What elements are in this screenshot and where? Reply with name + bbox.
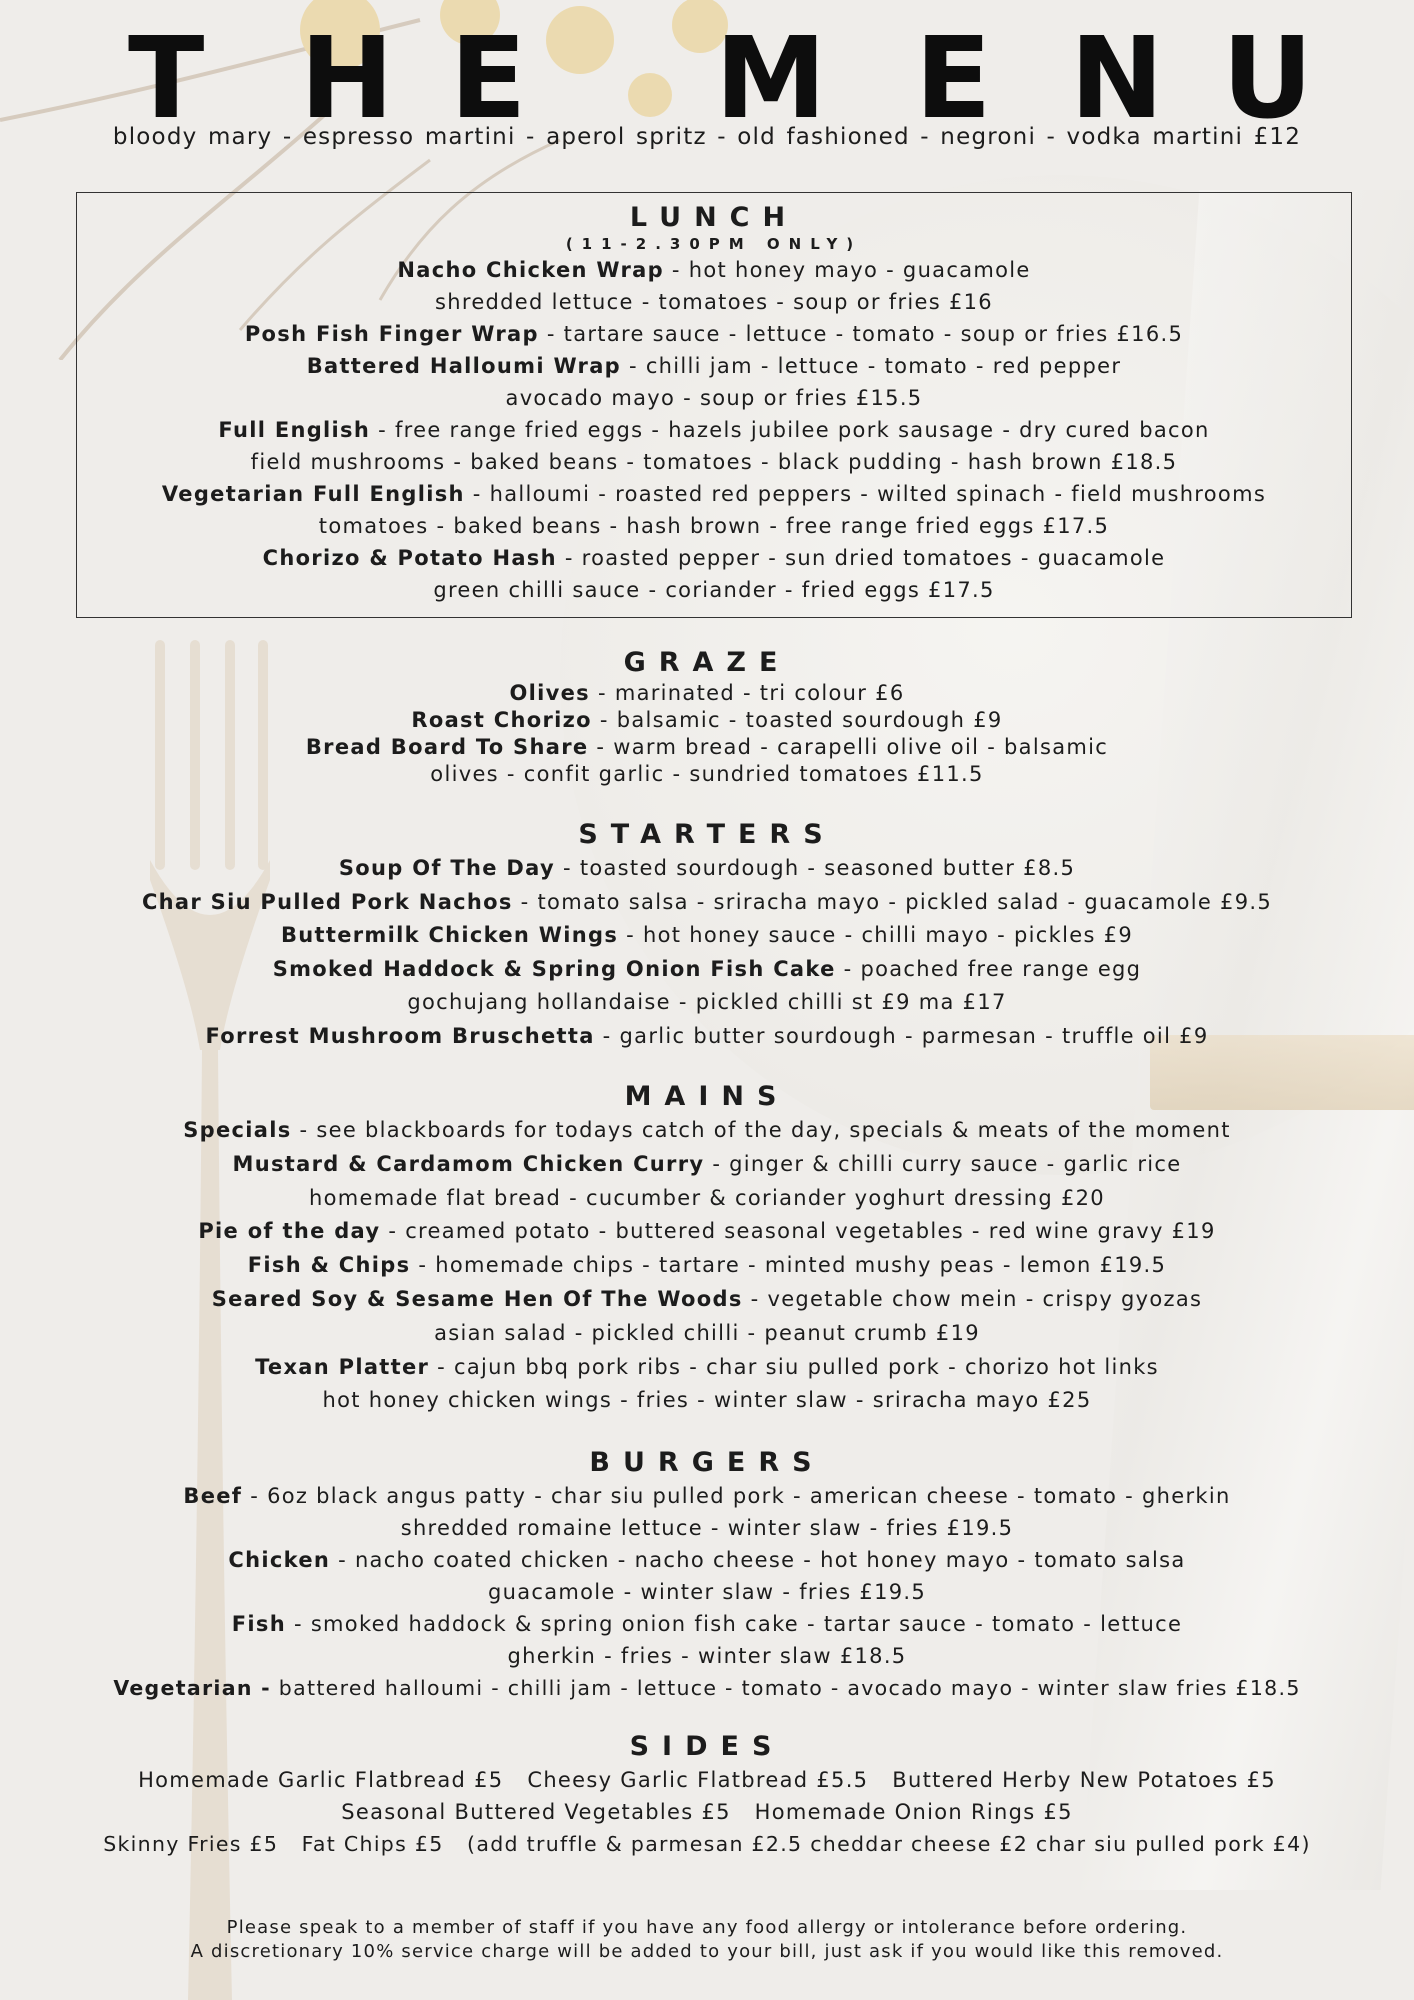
sides-section xyxy=(0,1730,1414,1860)
burgers-heading: BURGERS xyxy=(589,1447,825,1478)
mains-heading: MAINS xyxy=(624,1081,790,1112)
item-name: Vegetarian Full English xyxy=(161,482,465,506)
item-description: - creamed potato - buttered seasonal vegetables - red wine gravy £19 xyxy=(380,1219,1216,1244)
menu-line xyxy=(0,953,1414,987)
starters-section xyxy=(0,818,1414,1053)
allergy-notice: Please speak to a member of staff if you have any food allergy or intolerance before ordering. xyxy=(226,1917,1188,1938)
menu-line xyxy=(77,382,1351,414)
menu-line xyxy=(0,707,1414,734)
item-name: Vegetarian - xyxy=(113,1676,271,1700)
menu-line xyxy=(0,1351,1414,1385)
menu-line xyxy=(0,1640,1414,1672)
lunch-hours: (11-2.30PM ONLY) xyxy=(565,235,863,253)
item-description: - poached free range egg xyxy=(835,956,1142,981)
item-description: battered halloumi - chilli jam - lettuce - tomato - avocado mayo - winter slaw fries £18.5 xyxy=(270,1676,1301,1700)
item-description: Homemade Garlic Flatbread £5 Cheesy Garlic Flatbread £5.5 Buttered Herby New Potatoes £5 xyxy=(138,1768,1276,1792)
menu-line xyxy=(0,1796,1414,1828)
menu-line xyxy=(77,318,1351,350)
title-letter: T xyxy=(128,14,205,144)
item-name: Nacho Chicken Wrap xyxy=(397,258,664,282)
menu-line xyxy=(0,886,1414,920)
title-letter: N xyxy=(1070,14,1164,144)
item-description: field mushrooms - baked beans - tomatoes - black pudding - hash brown £18.5 xyxy=(250,450,1178,474)
item-name: Fish & Chips xyxy=(247,1253,411,1278)
item-name: Soup Of The Day xyxy=(338,856,555,880)
item-description: Skinny Fries £5 Fat Chips £5 (add truffle & parmesan £2.5 cheddar cheese £2 char siu pulled pork £4) xyxy=(103,1832,1311,1856)
item-description: - chilli jam - lettuce - tomato - red pepper xyxy=(621,354,1122,378)
item-name: Fish xyxy=(231,1612,286,1636)
item-description: - toasted sourdough - seasoned butter £8.5 xyxy=(554,856,1076,880)
menu-line xyxy=(0,1576,1414,1608)
graze-section xyxy=(0,646,1414,788)
item-name: Beef xyxy=(183,1484,243,1508)
menu-line xyxy=(0,1480,1414,1512)
menu-line xyxy=(0,852,1414,886)
item-description: olives - confit garlic - sundried tomatoes £11.5 xyxy=(430,762,984,786)
item-description: - ginger & chilli curry sauce - garlic rice xyxy=(704,1151,1182,1176)
menu-line xyxy=(0,734,1414,761)
item-description: - warm bread - carapelli olive oil - balsamic xyxy=(588,735,1109,759)
item-description: - tartare sauce - lettuce - tomato - soup or fries £16.5 xyxy=(538,322,1184,346)
menu-line xyxy=(0,1114,1414,1148)
lunch-heading: LUNCH xyxy=(629,202,799,233)
item-name: Pie of the day xyxy=(198,1219,381,1244)
graze-heading: GRAZE xyxy=(623,647,791,678)
item-name: Mustard & Cardamom Chicken Curry xyxy=(232,1151,705,1176)
lunch-section xyxy=(76,192,1352,618)
title-letter: U xyxy=(1222,14,1313,144)
menu-line xyxy=(0,1764,1414,1796)
title-letter: E xyxy=(915,14,992,144)
item-description: - balsamic - toasted sourdough £9 xyxy=(591,708,1003,732)
item-description: green chilli sauce - coriander - fried eggs £17.5 xyxy=(433,578,995,602)
menu-line xyxy=(0,919,1414,953)
menu-line xyxy=(77,446,1351,478)
starters-heading: STARTERS xyxy=(578,819,836,850)
menu-line xyxy=(0,1148,1414,1182)
menu-line xyxy=(77,478,1351,510)
cocktail-line: bloody mary - espresso martini - aperol spritz - old fashioned - negroni - vodka martini £12 xyxy=(112,124,1302,150)
item-description: - vegetable chow mein - crispy gyozas xyxy=(742,1286,1203,1311)
item-description: - smoked haddock & spring onion fish cake - tartar sauce - tomato - lettuce xyxy=(285,1612,1183,1636)
item-description: tomatoes - baked beans - hash brown - free range fried eggs £17.5 xyxy=(318,514,1110,538)
item-description: - marinated - tri colour £6 xyxy=(589,681,905,705)
menu-line xyxy=(0,680,1414,707)
item-description: - garlic butter sourdough - parmesan - truffle oil £9 xyxy=(594,1023,1209,1048)
sides-heading: SIDES xyxy=(629,1731,785,1762)
menu-line xyxy=(0,1317,1414,1351)
item-description: Seasonal Buttered Vegetables £5 Homemade Onion Rings £5 xyxy=(341,1800,1073,1824)
item-description: - tomato salsa - sriracha mayo - pickled salad - guacamole £9.5 xyxy=(512,889,1273,914)
menu-line xyxy=(0,1020,1414,1054)
menu-line xyxy=(77,542,1351,574)
item-name: Smoked Haddock & Spring Onion Fish Cake xyxy=(272,956,836,981)
menu-line xyxy=(0,761,1414,788)
menu-line xyxy=(0,1828,1414,1860)
item-description: guacamole - winter slaw - fries £19.5 xyxy=(487,1580,927,1604)
item-name: Posh Fish Finger Wrap xyxy=(244,322,539,346)
item-description: asian salad - pickled chilli - peanut crumb £19 xyxy=(434,1320,980,1345)
item-name: Forrest Mushroom Bruschetta xyxy=(205,1023,595,1048)
menu-line xyxy=(0,1608,1414,1640)
item-name: Specials xyxy=(183,1118,292,1142)
item-name: Battered Halloumi Wrap xyxy=(306,354,621,378)
item-name: Texan Platter xyxy=(255,1354,430,1379)
item-name: Char Siu Pulled Pork Nachos xyxy=(141,889,513,914)
menu-line xyxy=(77,350,1351,382)
item-description: - hot honey mayo - guacamole xyxy=(663,258,1031,282)
item-description: shredded lettuce - tomatoes - soup or fries £16 xyxy=(435,290,993,314)
menu-line xyxy=(0,1182,1414,1216)
item-name: Chicken xyxy=(228,1548,331,1572)
item-description: hot honey chicken wings - fries - winter slaw - sriracha mayo £25 xyxy=(322,1388,1092,1413)
menu-line xyxy=(77,286,1351,318)
item-name: Seared Soy & Sesame Hen Of The Woods xyxy=(211,1286,743,1311)
item-description: - see blackboards for todays catch of the day, specials & meats of the moment xyxy=(291,1118,1231,1142)
menu-line xyxy=(0,1384,1414,1418)
footer-notice xyxy=(0,1916,1414,1964)
title-letter: M xyxy=(715,14,827,144)
lunch-items xyxy=(77,254,1351,606)
menu-line xyxy=(0,1512,1414,1544)
item-description: - roasted pepper - sun dried tomatoes - guacamole xyxy=(556,546,1166,570)
title-letter: E xyxy=(450,14,527,144)
service-charge-notice: A discretionary 10% service charge will be added to your bill, just ask if you would like this removed. xyxy=(190,1941,1224,1962)
menu-line xyxy=(0,1249,1414,1283)
item-description: - free range fried eggs - hazels jubilee pork sausage - dry cured bacon xyxy=(370,418,1210,442)
item-description: - cajun bbq pork ribs - char siu pulled pork - chorizo hot links xyxy=(429,1354,1159,1379)
item-description: gherkin - fries - winter slaw £18.5 xyxy=(507,1644,907,1668)
item-name: Chorizo & Potato Hash xyxy=(262,546,557,570)
menu-line xyxy=(77,414,1351,446)
item-description: gochujang hollandaise - pickled chilli st £9 ma £17 xyxy=(407,990,1007,1014)
item-name: Bread Board To Share xyxy=(305,735,589,759)
menu-line xyxy=(0,986,1414,1020)
item-description: - hot honey sauce - chilli mayo - pickles £9 xyxy=(618,923,1134,947)
item-name: Roast Chorizo xyxy=(411,708,592,732)
item-description: shredded romaine lettuce - winter slaw - fries £19.5 xyxy=(400,1516,1014,1540)
item-name: Buttermilk Chicken Wings xyxy=(280,923,619,947)
menu-line xyxy=(77,510,1351,542)
item-name: Olives xyxy=(509,681,590,705)
item-description: - nacho coated chicken - nacho cheese - hot honey mayo - tomato salsa xyxy=(330,1548,1186,1572)
mains-section xyxy=(0,1080,1414,1418)
item-description: avocado mayo - soup or fries £15.5 xyxy=(505,386,923,410)
item-description: homemade flat bread - cucumber & coriander yoghurt dressing £20 xyxy=(309,1185,1105,1210)
menu-line xyxy=(0,1215,1414,1249)
menu-line xyxy=(0,1544,1414,1576)
menu-line xyxy=(0,1672,1414,1704)
item-name: Full English xyxy=(218,418,371,442)
title-letter: H xyxy=(300,14,394,144)
item-description: - halloumi - roasted red peppers - wilted spinach - field mushrooms xyxy=(464,482,1267,506)
item-description: - 6oz black angus patty - char siu pulled pork - american cheese - tomato - gherkin xyxy=(242,1484,1231,1508)
burgers-section xyxy=(0,1446,1414,1704)
item-description: - homemade chips - tartare - minted mushy peas - lemon £19.5 xyxy=(410,1253,1167,1278)
menu-line xyxy=(77,574,1351,606)
menu-line xyxy=(0,1283,1414,1317)
menu-line xyxy=(77,254,1351,286)
